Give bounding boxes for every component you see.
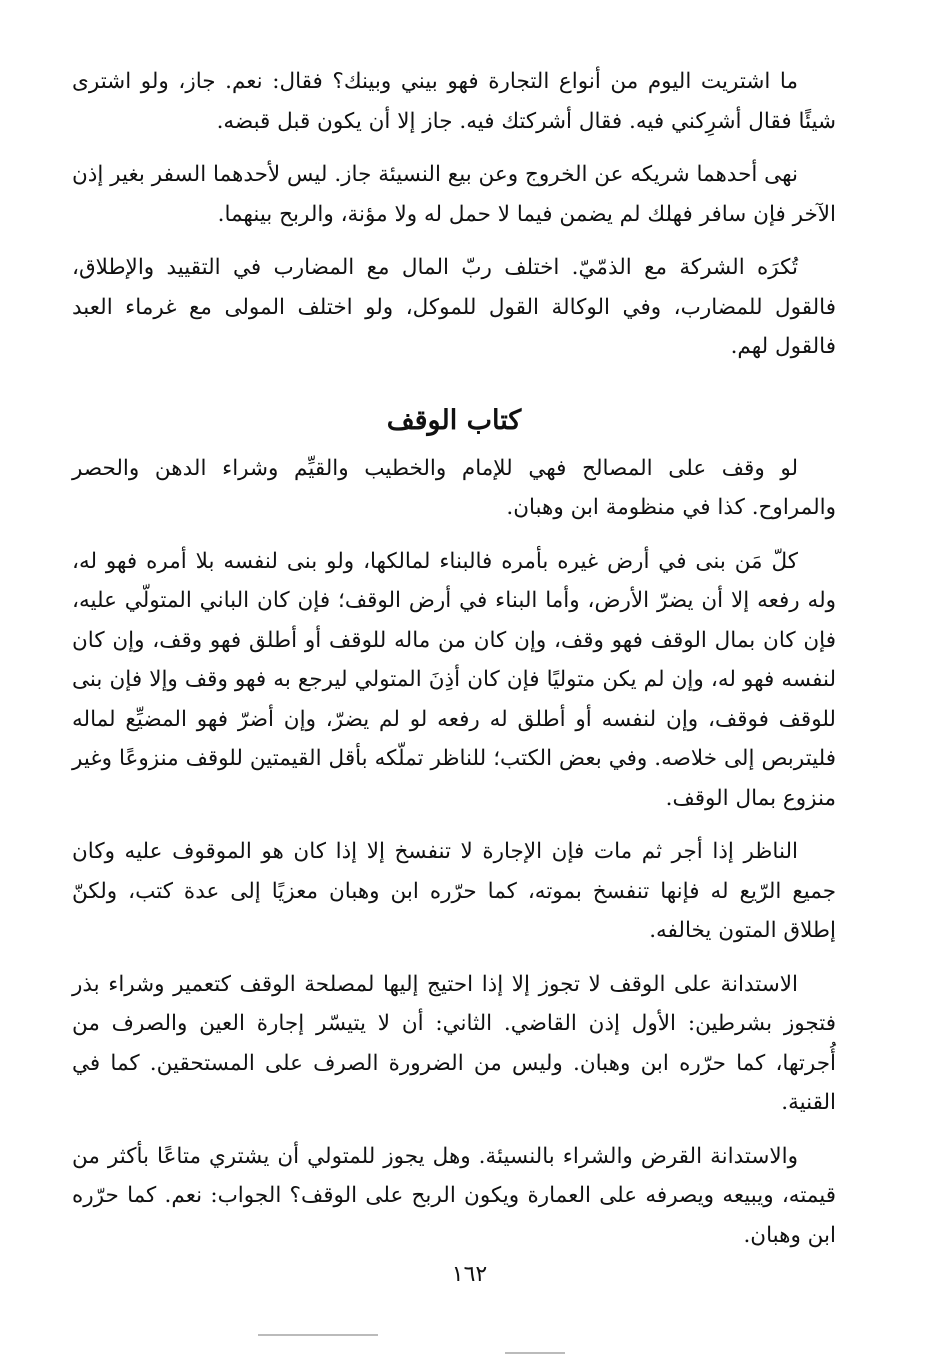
chapter-heading: كتاب الوقف <box>386 404 522 436</box>
paragraph: تُكرَه الشركة مع الذمّيّ. اختلف ربّ المال مع المضارب في التقييد والإطلاق، فالقول للمضارب، وفي الوكالة القول للموكل، ولو اختلف المولى مع غرماء العبد فالقول لهم. <box>72 255 836 359</box>
paragraph: كلّ مَن بنى في أرض غيره بأمره فالبناء لمالكها، ولو بنى لنفسه بلا أمره فهو له، وله رفعه إلا أن يضرّ الأرض، وأما البناء في أرض الوقف؛ فإن كان الباني المتولّي عليه، فإن كان بمال الوقف فهو وقف، وإن كان من ماله للوقف أو أطلق فهو وقف، وإن كان لنفسه فهو له، وإن لم يكن متوليًا فإن كان أذِنَ المتولي ليرجع به فهو وقف وإلا فإن بنى للوقف فوقف، وإن لنفسه أو أطلق له رفعه لو لم يضرّ، وإن أضرّ فهو المضيِّع لماله فليتربص إلى خلاصه. وفي بعض الكتب؛ للناظر تملّكه بأقل القيمتين للوقف منزوعًا وغير منزوع بمال الوقف. <box>72 548 836 811</box>
paragraph: الاستدانة على الوقف لا تجوز إلا إذا احتيج إليها لمصلحة الوقف كتعمير وشراء بذر فتجوز بشرطين: الأول إذن القاضي. الثاني: أن لا يتيسّر إجارة العين والصرف من أُجرتها، كما حرّره ابن وهبان. وليس من الضرورة الصرف على المستحقين. كما في القنية. <box>72 971 836 1115</box>
paragraph: لو وقف على المصالح فهي للإمام والخطيب والقيِّم وشراء الدهن والحصر والمراوح. كذا في منظومة ابن وهبان. <box>72 455 836 520</box>
scan-artifact <box>505 1352 565 1354</box>
page-number: ١٦٢ <box>451 1262 488 1287</box>
paragraph: الناظر إذا أجر ثم مات فإن الإجارة لا تنفسخ إلا إذا كان هو الموقوف عليه وكان جميع الرّيع له فإنها تنفسخ بموته، كما حرّره ابن وهبان معزيًا إلى عدة كتب، ولكنّ إطلاق المتون يخالفه. <box>72 839 836 943</box>
scan-artifact <box>258 1334 378 1336</box>
paragraph: ما اشتريت اليوم من أنواع التجارة فهو بيني وبينك؟ فقال: نعم. جاز، ولو اشترى شيئًا فقال أشرِكني فيه. فقال أشركتك فيه. جاز إلا أن يكون قبل قبضه. <box>72 69 836 134</box>
page-body <box>72 62 836 1269</box>
paragraph: نهى أحدهما شريكه عن الخروج وعن بيع النسيئة جاز. ليس لأحدهما السفر بغير إذن الآخر فإن سافر فهلك لم يضمن فيما لا حمل له ولا مؤنة، والربح بينهما. <box>72 162 836 227</box>
paragraph: والاستدانة القرض والشراء بالنسيئة. وهل يجوز للمتولي أن يشتري متاعًا بأكثر من قيمته، ويبيعه ويصرفه على العمارة ويكون الربح على الوقف؟ الجواب: نعم. كما حرّره ابن وهبان. <box>72 1143 836 1248</box>
